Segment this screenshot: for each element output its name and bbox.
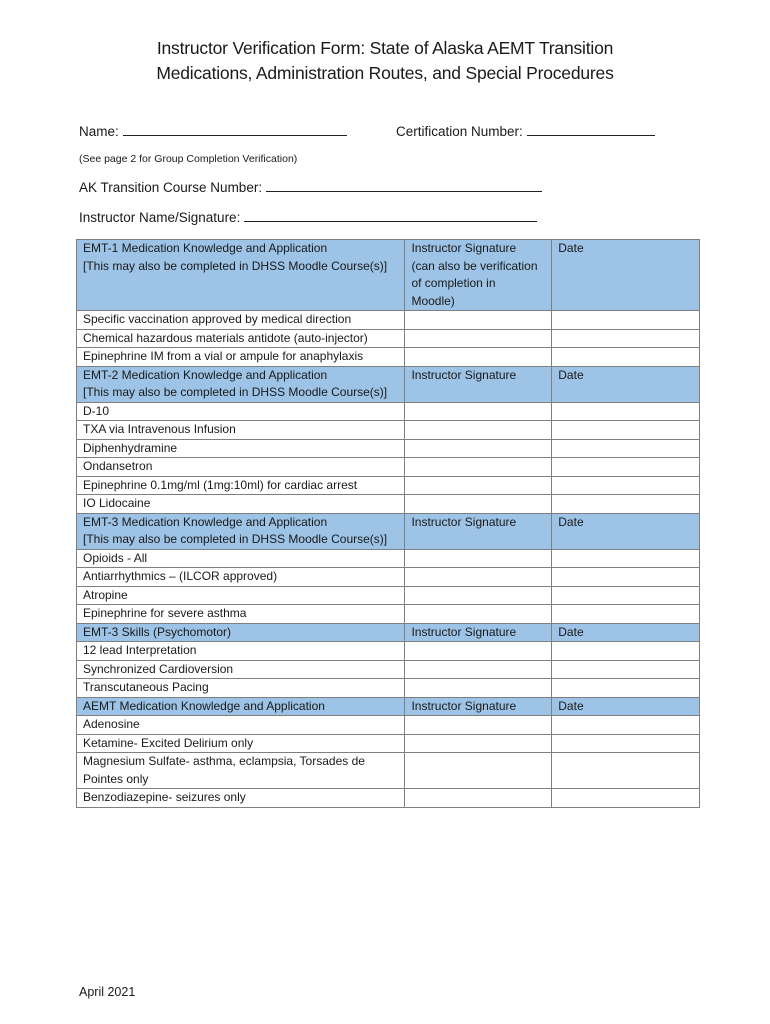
table-row [77, 568, 700, 587]
table-row [77, 549, 700, 568]
date-cell[interactable] [552, 329, 700, 348]
item-cell: Atropine [77, 586, 405, 605]
date-cell[interactable] [552, 549, 700, 568]
item-cell: Chemical hazardous materials antidote (auto-injector) [77, 329, 405, 348]
course-number-field[interactable] [79, 179, 542, 195]
table-row [77, 679, 700, 698]
signature-cell[interactable] [405, 439, 552, 458]
table-row [77, 458, 700, 477]
date-cell[interactable] [552, 476, 700, 495]
course-number-line[interactable] [266, 179, 542, 192]
item-cell: Epinephrine IM from a vial or ampule for anaphylaxis [77, 348, 405, 367]
section-header-row [77, 697, 700, 716]
section-header-row [77, 366, 700, 402]
name-line[interactable] [123, 123, 347, 136]
table-row [77, 402, 700, 421]
certification-number-label: Certification Number: [396, 124, 523, 139]
course-number-label: AK Transition Course Number: [79, 180, 263, 195]
table-row [77, 642, 700, 661]
item-cell: Benzodiazepine- seizures only [77, 789, 405, 808]
name-label: Name: [79, 124, 119, 139]
signature-cell[interactable] [405, 568, 552, 587]
section-title-cell [77, 513, 405, 549]
item-cell: Magnesium Sulfate- asthma, eclampsia, Torsades de Pointes only [77, 753, 405, 789]
table-row [77, 421, 700, 440]
signature-cell[interactable] [405, 642, 552, 661]
item-cell: Ondansetron [77, 458, 405, 477]
signature-cell[interactable] [405, 402, 552, 421]
section-title-cell: AEMT Medication Knowledge and Application [77, 697, 405, 716]
date-header-cell: Date [552, 697, 700, 716]
name-field[interactable] [79, 123, 347, 139]
signature-header: Instructor Signature [411, 241, 517, 255]
signature-cell[interactable] [405, 421, 552, 440]
item-cell: Ketamine- Excited Delirium only [77, 734, 405, 753]
date-header-cell: Date [552, 623, 700, 642]
table-row [77, 753, 700, 789]
date-cell[interactable] [552, 348, 700, 367]
form-title [0, 36, 770, 86]
section-title-cell [77, 240, 405, 311]
date-cell[interactable] [552, 753, 700, 789]
signature-header-cell: Instructor Signature [405, 366, 552, 402]
signature-header-cell [405, 240, 552, 311]
table-row [77, 716, 700, 735]
group-completion-note: (See page 2 for Group Completion Verification) [79, 153, 298, 165]
table-row [77, 439, 700, 458]
instructor-signature-line[interactable] [244, 209, 537, 222]
table-row [77, 495, 700, 514]
item-cell: Epinephrine 0.1mg/ml (1mg:10ml) for cardiac arrest [77, 476, 405, 495]
item-cell: Epinephrine for severe asthma [77, 605, 405, 624]
date-cell[interactable] [552, 311, 700, 330]
section-header-row [77, 240, 700, 311]
item-cell: Specific vaccination approved by medical direction [77, 311, 405, 330]
table-row [77, 476, 700, 495]
item-cell: Synchronized Cardioversion [77, 660, 405, 679]
table-row [77, 329, 700, 348]
section-title-cell [77, 366, 405, 402]
signature-cell[interactable] [405, 679, 552, 698]
table-row [77, 734, 700, 753]
table-row [77, 348, 700, 367]
date-cell[interactable] [552, 402, 700, 421]
footer-date: April 2021 [79, 985, 136, 999]
signature-header-note: Moodle) [411, 293, 455, 308]
item-cell: Opioids - All [77, 549, 405, 568]
item-cell: D-10 [77, 402, 405, 421]
date-cell[interactable] [552, 716, 700, 735]
signature-header-cell: Instructor Signature [405, 513, 552, 549]
form-title-line-2: Medications, Administration Routes, and Special Procedures [156, 63, 614, 83]
table-row [77, 789, 700, 808]
signature-cell[interactable] [405, 586, 552, 605]
date-cell[interactable] [552, 734, 700, 753]
item-cell: Diphenhydramine [77, 439, 405, 458]
section-title-cell: EMT-3 Skills (Psychomotor) [77, 623, 405, 642]
section-header-row [77, 623, 700, 642]
section-subtitle: [This may also be completed in DHSS Moodle Course(s)] [83, 532, 388, 546]
instructor-signature-label: Instructor Name/Signature: [79, 210, 241, 225]
signature-header-note: of completion in [411, 276, 496, 290]
table-row [77, 311, 700, 330]
date-cell[interactable] [552, 789, 700, 808]
signature-cell[interactable] [405, 549, 552, 568]
date-header-cell: Date [552, 513, 700, 549]
signature-cell[interactable] [405, 789, 552, 808]
signature-cell[interactable] [405, 311, 552, 330]
date-cell[interactable] [552, 421, 700, 440]
section-subtitle: [This may also be completed in DHSS Moodle Course(s)] [83, 385, 388, 399]
date-cell[interactable] [552, 495, 700, 514]
table-row [77, 586, 700, 605]
date-cell[interactable] [552, 568, 700, 587]
section-title: EMT-1 Medication Knowledge and Application [83, 241, 328, 255]
item-cell: IO Lidocaine [77, 495, 405, 514]
signature-cell[interactable] [405, 348, 552, 367]
signature-header-cell: Instructor Signature [405, 623, 552, 642]
date-cell[interactable] [552, 458, 700, 477]
signature-cell[interactable] [405, 716, 552, 735]
signature-cell[interactable] [405, 605, 552, 624]
certification-number-field[interactable] [396, 123, 655, 139]
signature-cell[interactable] [405, 329, 552, 348]
signature-cell[interactable] [405, 476, 552, 495]
table-row [77, 605, 700, 624]
signature-cell[interactable] [405, 734, 552, 753]
section-title: EMT-3 Medication Knowledge and Application [83, 514, 328, 529]
table-row [77, 660, 700, 679]
date-header-cell: Date [552, 366, 700, 402]
signature-cell[interactable] [405, 660, 552, 679]
signature-cell[interactable] [405, 495, 552, 514]
certification-number-line[interactable] [527, 123, 655, 136]
section-subtitle: [This may also be completed in DHSS Moodle Course(s)] [83, 258, 388, 273]
verification-table [76, 239, 700, 808]
date-header-cell: Date [552, 240, 700, 311]
signature-header-cell: Instructor Signature [405, 697, 552, 716]
section-header-row [77, 513, 700, 549]
item-cell: TXA via Intravenous Infusion [77, 421, 405, 440]
section-title: EMT-2 Medication Knowledge and Application [83, 367, 328, 382]
item-cell: Transcutaneous Pacing [77, 679, 405, 698]
item-cell: Adenosine [77, 716, 405, 735]
date-cell[interactable] [552, 439, 700, 458]
date-cell[interactable] [552, 586, 700, 605]
form-title-line-1: Instructor Verification Form: State of Alaska AEMT Transition [156, 38, 614, 58]
signature-cell[interactable] [405, 458, 552, 477]
date-cell[interactable] [552, 642, 700, 661]
date-cell[interactable] [552, 679, 700, 698]
item-cell: Antiarrhythmics – (ILCOR approved) [77, 568, 405, 587]
signature-cell[interactable] [405, 753, 552, 789]
date-cell[interactable] [552, 605, 700, 624]
item-cell: 12 lead Interpretation [77, 642, 405, 661]
date-cell[interactable] [552, 660, 700, 679]
instructor-signature-field[interactable] [79, 209, 537, 225]
signature-header-note: (can also be verification [411, 258, 538, 273]
